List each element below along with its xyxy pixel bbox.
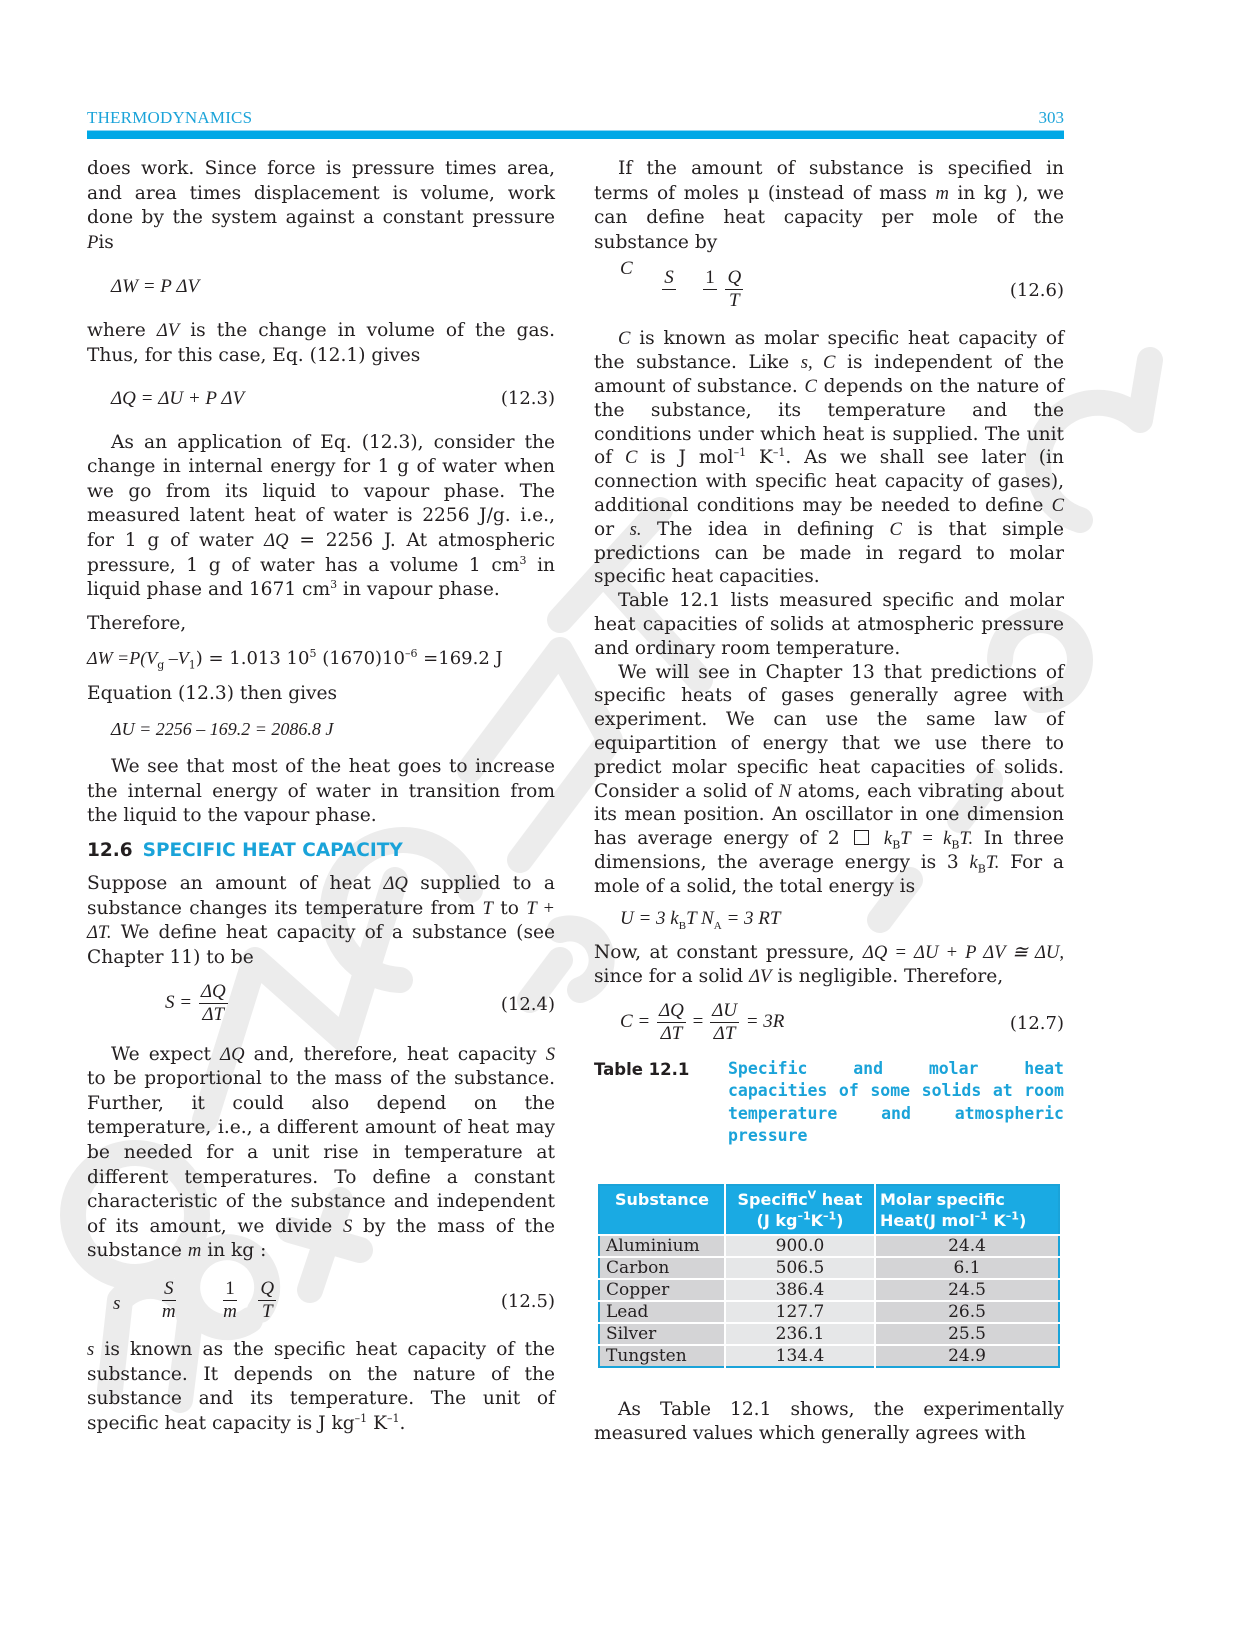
fraction: $\frac{1}{m}$ [223,1278,237,1322]
column-header-molar-heat: Molar specific Heat(J mol$^{-1}$ $K^{-1}$) [875,1185,1059,1235]
cell-molar-heat: 24.9 [875,1345,1059,1367]
fraction: $\frac{\Delta Q}{\Delta T}$ [659,999,684,1044]
table-row [599,1345,1059,1367]
fraction: $\frac{\Delta U}{\Delta T}$ [712,999,737,1044]
table-row [599,1279,1059,1301]
cell-specific-heat: 386.4 [725,1279,875,1301]
fraction: $\frac{\Delta Q}{\Delta T}$ [200,980,226,1025]
equation-number: (12.4) [500,993,555,1015]
paragraph: We expect ΔQ and, therefore, heat capacity S to be proportional to the mass of the substance. Further, it could also depend on the temperature, i.e., a different amount of heat may be needed for a unit rise in temperature at different temperatures. To define a constant characteristic of the substance and independent of its amount, we divide S by the mass of the substance m in kg : [87,1043,555,1262]
fraction: $\frac{Q}{T}$ [727,267,742,312]
equation-dw: ΔW = P ΔV [111,276,200,298]
paragraph: s is known as the specific heat capacity of the substance. It depends on the nature of the substance and its temperature. The unit of specific heat capacity is J $kg^{-1}$ $K^{-1}$. [87,1339,555,1434]
header-rule [87,130,1064,139]
section-heading [87,839,555,864]
right-column [594,157,1064,1447]
equation-number: (12.5) [500,1291,555,1312]
equation-12-4: S = $\frac{\Delta Q}{\Delta T}$ (12.4) [165,980,555,1025]
paragraph: As an application of Eq. (12.3), consider the change in internal energy for 1 g of water when we go from its liquid to vapour phase. The measured latent heat of water is 2256 J/g. i.e., for 1 g of water ΔQ = 2256 J. At atmospheric pressure, 1 g of water has a volume 1 $cm^3$ in liquid phase and 1671 $cm^3$ in vapour phase. [87,431,556,601]
paragraph: Table 12.1 lists measured specific and molar heat capacities of solids at atmospheric pressure and ordinary room temperature. [594,590,1064,659]
paragraph: We see that most of the heat goes to increase the internal energy of water in transition from the liquid to the vapour phase. [87,755,555,827]
table-row [599,1301,1059,1323]
table-row [599,1235,1059,1257]
fraction: 1 [705,267,715,289]
cell-substance: Lead [599,1301,725,1323]
equation-12-3: ΔQ = ΔU + P ΔV (12.3) [111,387,555,413]
cell-specific-heat: 506.5 [725,1257,875,1279]
table-header-row [599,1185,1059,1235]
cell-substance: Carbon [599,1257,725,1279]
fraction: S [664,267,674,289]
left-column [87,157,555,1436]
cell-specific-heat: 127.7 [725,1301,875,1323]
fraction: $\frac{Q}{T}$ [260,1278,275,1322]
table-caption [594,1058,1064,1148]
paragraph: Equation (12.3) then gives [87,683,338,705]
paragraph: Now, at constant pressure, ΔQ = ΔU + P ΔV ≅ ΔU, since for a solid ΔV is negligible. Therefore, [594,941,1064,988]
page-number: 303 [1038,108,1064,127]
fraction: $\frac{S}{m}$ [161,1278,176,1322]
equation-12-6: C S 1 $\frac{Q}{T}$ (12.6) [620,258,1064,312]
paragraph: We will see in Chapter 13 that predictions of specific heats of gases generally agree with experiment. We can use the same law of equipartition of energy that we use there to predict molar specific heat capacities of solids. Consider a solid of N atoms, each vibrating about its mean position. An oscillator in one dimension has average energy of 2 $k_BT = k_BT$. In three dimensions, the average energy is 3 $k_BT$. For a mole of a solid, the total energy is [594,661,1064,897]
missing-glyph-box [854,830,869,845]
section-number: 12.6 [87,839,133,861]
equation-dw-numeric: $\Delta W =P(V_g$ $-V_1) = 1.013$ $10^5$ $(1670)10^{-6} =169.2$ J [87,647,503,672]
column-header-substance: Substance [599,1185,725,1235]
equation-number: (12.3) [500,387,555,409]
cell-substance: Tungsten [599,1345,725,1367]
equation-du: ΔU = 2256 – 169.2 = 2086.8 J [111,718,334,739]
cell-substance: Silver [599,1323,725,1345]
equation-number: (12.6) [1009,280,1064,302]
cell-specific-heat: 134.4 [725,1345,875,1367]
paragraph: Therefore, [87,612,187,634]
cell-substance: Copper [599,1279,725,1301]
paragraph: C is known as molar specific heat capacity of the substance. Like s, C is independent of the amount of substance. C depends on the nature of the substance, its temperature and the conditions under which heat is supplied. The unit of C is J mol$^{-1}$ $K^{-1}$. As we shall see later (in connection with specific heat capacity of gases), additional conditions may be needed to define C or s. The idea in defining C is that simple predictions can be made in regard to molar specific heat capacities. [594,328,1064,588]
table-row [599,1257,1059,1279]
table-label: Table 12.1 [594,1059,690,1079]
column-header-specific-heat: Specific$^V$ heat (J $kg^{-1}K^{-1}$) [725,1185,875,1235]
paragraph: does work. Since force is pressure times area, and area times displacement is volume, work done by the system against a constant pressure Pis [87,158,555,253]
cell-substance: Aluminium [599,1235,725,1257]
equation-12-7: C = $\frac{\Delta Q}{\Delta T}$ = $\frac{\Delta U}{\Delta T}$ = 3R (12.7) [620,999,1064,1044]
table-row [599,1323,1059,1345]
table-title: Specific and molar heat capacities of some solids at room temperature and atmospheric pressure [728,1058,1064,1146]
paragraph: Suppose an amount of heat ΔQ supplied to a substance changes its temperature from T to T + ΔT. We define heat capacity of a substance (see Chapter 11) to be [87,873,555,969]
heat-capacity-table [598,1184,1060,1368]
cell-specific-heat: 236.1 [725,1323,875,1345]
paragraph: As Table 12.1 shows, the experimentally measured values which generally agrees with [594,1398,1064,1445]
equation-12-5: s $\frac{S}{m}$ $\frac{1}{m}$ $\frac{Q}{T}$ (12.5) [113,1278,555,1322]
cell-molar-heat: 25.5 [875,1323,1059,1345]
section-title: SPECIFIC HEAT CAPACITY [142,839,403,861]
cell-molar-heat: 24.4 [875,1235,1059,1257]
running-header-title: THERMODYNAMICS [87,108,253,127]
paragraph: where ΔV is the change in volume of the gas. Thus, for this case, Eq. (12.1) gives [87,320,555,366]
cell-molar-heat: 24.5 [875,1279,1059,1301]
cell-molar-heat: 6.1 [875,1257,1059,1279]
cell-molar-heat: 26.5 [875,1301,1059,1323]
cell-specific-heat: 900.0 [725,1235,875,1257]
equation-internal-energy: U = 3 $k_BT$ $N_A = 3$ RT [620,907,781,932]
equation-number: (12.7) [1009,1012,1064,1034]
paragraph: If the amount of substance is specified in terms of moles μ (instead of mass m in kg ), we can define heat capacity per mole of the substance by [594,158,1064,253]
